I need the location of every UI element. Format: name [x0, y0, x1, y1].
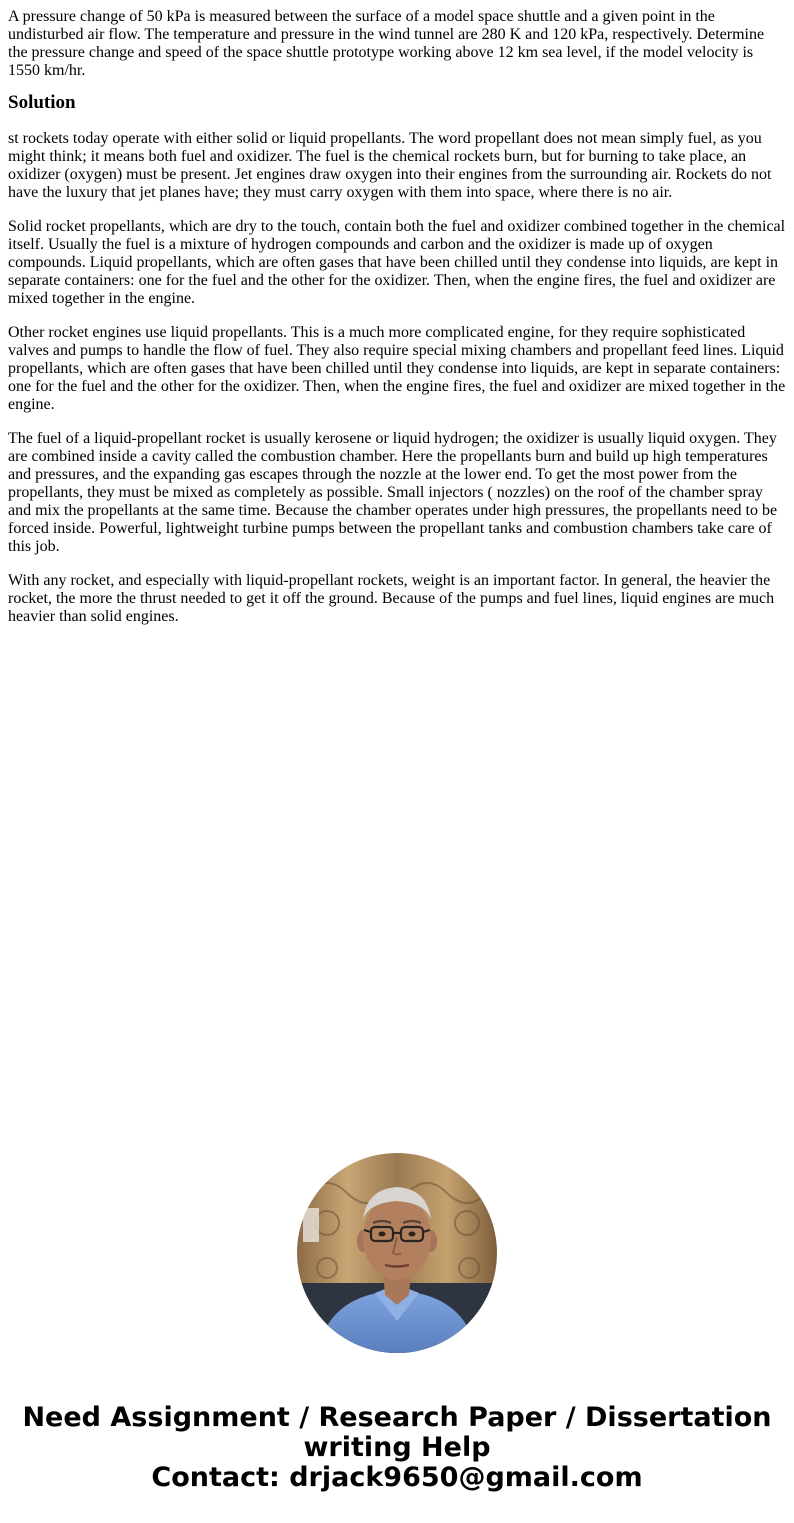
contact-banner — [0, 1403, 794, 1493]
solution-paragraph: The fuel of a liquid-propellant rocket is usually kerosene or liquid hydrogen; the oxidizer is usually liquid oxygen. They are combined inside a cavity called the combustion chamber. Here the propellants burn and build up high temperatures and pressures, and the expanding gas escapes through the nozzle at the lower end. To get the most power from the propellants, they must be mixed as completely as possible. Small injectors ( nozzles) on the roof of the chamber spray and mix the propellants at the same time. Because the chamber operates under high pressures, the propellants need to be forced inside. Powerful, lightweight turbine pumps between the propellant tanks and combustion chambers take care of this job. — [8, 430, 778, 555]
cta-line: Need Assignment / Research Paper / Dissertation — [22, 1402, 772, 1433]
solution-paragraph: Other rocket engines use liquid propellants. This is a much more complicated engine, for they require sophisticated valves and pumps to handle the flow of fuel. They also require special mixing chambers and propellant feed lines. Liquid propellants, which are often gases that have been chilled until they condense into liquids, are kept in separate containers: one for the fuel and the other for the oxidizer. Then, when the engine fires, the fuel and oxidizer are mixed together in the engine. — [8, 324, 786, 413]
cta-line: writing Help — [303, 1432, 491, 1463]
contact-email: Contact: drjack9650@gmail.com — [151, 1462, 643, 1493]
solution-paragraph: Solid rocket propellants, which are dry to the touch, contain both the fuel and oxidizer combined together in the chemical itself. Usually the fuel is a mixture of hydrogen compounds and carbon and the oxidizer is made up of oxygen compounds. Liquid propellants, which are often gases that have been chilled until they condense into liquids, are kept in separate containers: one for the fuel and the other for the oxidizer. Then, when the engine fires, the fuel and oxidizer are mixed together in the engine. — [8, 218, 786, 307]
solution-paragraph: st rockets today operate with either solid or liquid propellants. The word propellant does not mean simply fuel, as you might think; it means both fuel and oxidizer. The fuel is the chemical rockets burn, but for burning to take place, an oxidizer (oxygen) must be present. Jet engines draw oxygen into their engines from the surrounding air. Rockets do not have the luxury that jet planes have; they must carry oxygen with them into space, where there is no air. — [8, 130, 772, 201]
solution-paragraph: With any rocket, and especially with liquid-propellant rockets, weight is an important factor. In general, the heavier the rocket, the more the thrust needed to get it off the ground. Because of the pumps and fuel lines, liquid engines are much heavier than solid engines. — [8, 572, 775, 625]
document-body — [8, 8, 786, 642]
solution-body — [8, 130, 786, 626]
author-avatar — [297, 1153, 497, 1353]
solution-heading: Solution — [8, 92, 76, 113]
question-text: A pressure change of 50 kPa is measured between the surface of a model space shuttle and a given point in the undisturbed air flow. The temperature and pressure in the wind tunnel are 280 K and 120 kPa, respectively. Determine the pressure change and speed of the space shuttle prototype working above 12 km sea level, if the model velocity is 1550 km/hr. — [8, 8, 765, 79]
